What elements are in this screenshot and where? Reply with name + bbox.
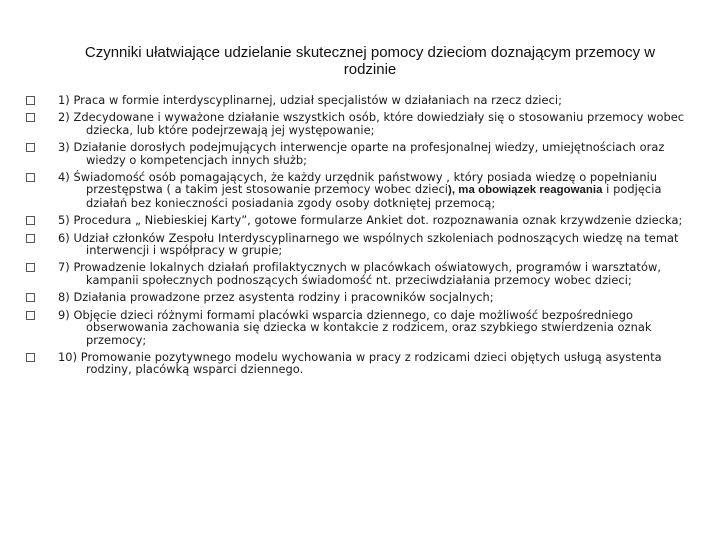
square-bullet-icon: [26, 96, 35, 105]
list-item-text: 2) Zdecydowane i wyważone działanie wszystkich osób, które dowiedziały się o stosowaniu przemocy wobec dziecka, lub które podejrzewają jej występowanie;: [58, 110, 685, 137]
list-item-9: [22, 309, 702, 346]
square-bullet-icon: [26, 263, 35, 272]
list-item-text: 6) Udział członków Zespołu Interdyscyplinarnego we wspólnych szkoleniach podnoszących wiedzę na temat interwencji i współpracy w grupie;: [58, 230, 679, 258]
square-bullet-icon: [26, 311, 35, 320]
square-bullet-icon: [26, 143, 35, 152]
list-item-text: [58, 170, 661, 210]
list-item-8: [22, 291, 702, 303]
list-item-5: [22, 214, 702, 226]
list-item-text: 8) Działania prowadzone przez asystenta rodziny i pracowników socjalnych;: [58, 290, 494, 305]
square-bullet-icon: [26, 353, 35, 362]
list-item-bold-text: ), ma obowiązek reagowania: [448, 184, 603, 197]
square-bullet-icon: [26, 293, 35, 302]
list-item-text-part: 4) Świadomość osób pomagających, że każdy urzędnik państwowy , który posiada wiedzę o popełnianiu przestępstwa ( a takim jest stosowanie przemocy wobec dzieci: [58, 170, 658, 197]
list-item-2: [22, 111, 702, 136]
list-item-text: 3) Działanie dorosłych podejmujących interwencje oparte na profesjonalnej wiedzy, umiejętnościach oraz wiedzy o kompetencjach innych służb;: [58, 140, 665, 167]
list-item-1: [22, 94, 702, 106]
square-bullet-icon: [26, 234, 35, 243]
list-item-3: [22, 141, 702, 166]
list-item-10: [22, 351, 702, 376]
list-item-6: [22, 232, 702, 257]
list-item-text: 10) Promowanie pozytywnego modelu wychowania w pracy z rodzicami dzieci objętych usługą asystenta rodziny, placówką wsparci dziennego.: [58, 349, 662, 377]
square-bullet-icon: [26, 216, 35, 225]
list-item-7: [22, 261, 702, 286]
list-item-text: 9) Objęcie dzieci różnymi formami placówki wsparcia dziennego, co daje możliwość bezpośredniego obserwowania zachowania się dziecka w kontakcie z rodzicem, oraz szybkiego stwierdzenia oznak przemocy;: [58, 307, 652, 347]
list-item-text: 1) Praca w formie interdyscyplinarnej, udział specjalistów w działaniach na rzecz dzieci;: [58, 93, 562, 107]
list-item-text-part: i podjęcia działań bez konieczności posiadania zgody osoby dotkniętej przemocą;: [86, 182, 662, 210]
slide-title: Czynniki ułatwiające udzielanie skutecznej pomocy dzieciom doznającym przemocy w rodzinie: [84, 44, 656, 78]
square-bullet-icon: [26, 113, 35, 122]
list-item-text: 7) Prowadzenie lokalnych działań profilaktycznych w placówkach oświatowych, programów i warsztatów, kampanii społecznych podnoszących świadomość nt. przeciwdziałania przemocy wobec dzieci;: [58, 260, 662, 287]
list-item-4: [22, 171, 702, 209]
list-item-text: 5) Procedura „ Niebieskiej Karty”, gotowe formularze Ankiet dot. rozpoznawania oznak krzywdzenie dziecka;: [58, 213, 683, 228]
factor-list: [22, 94, 702, 376]
square-bullet-icon: [26, 173, 35, 182]
